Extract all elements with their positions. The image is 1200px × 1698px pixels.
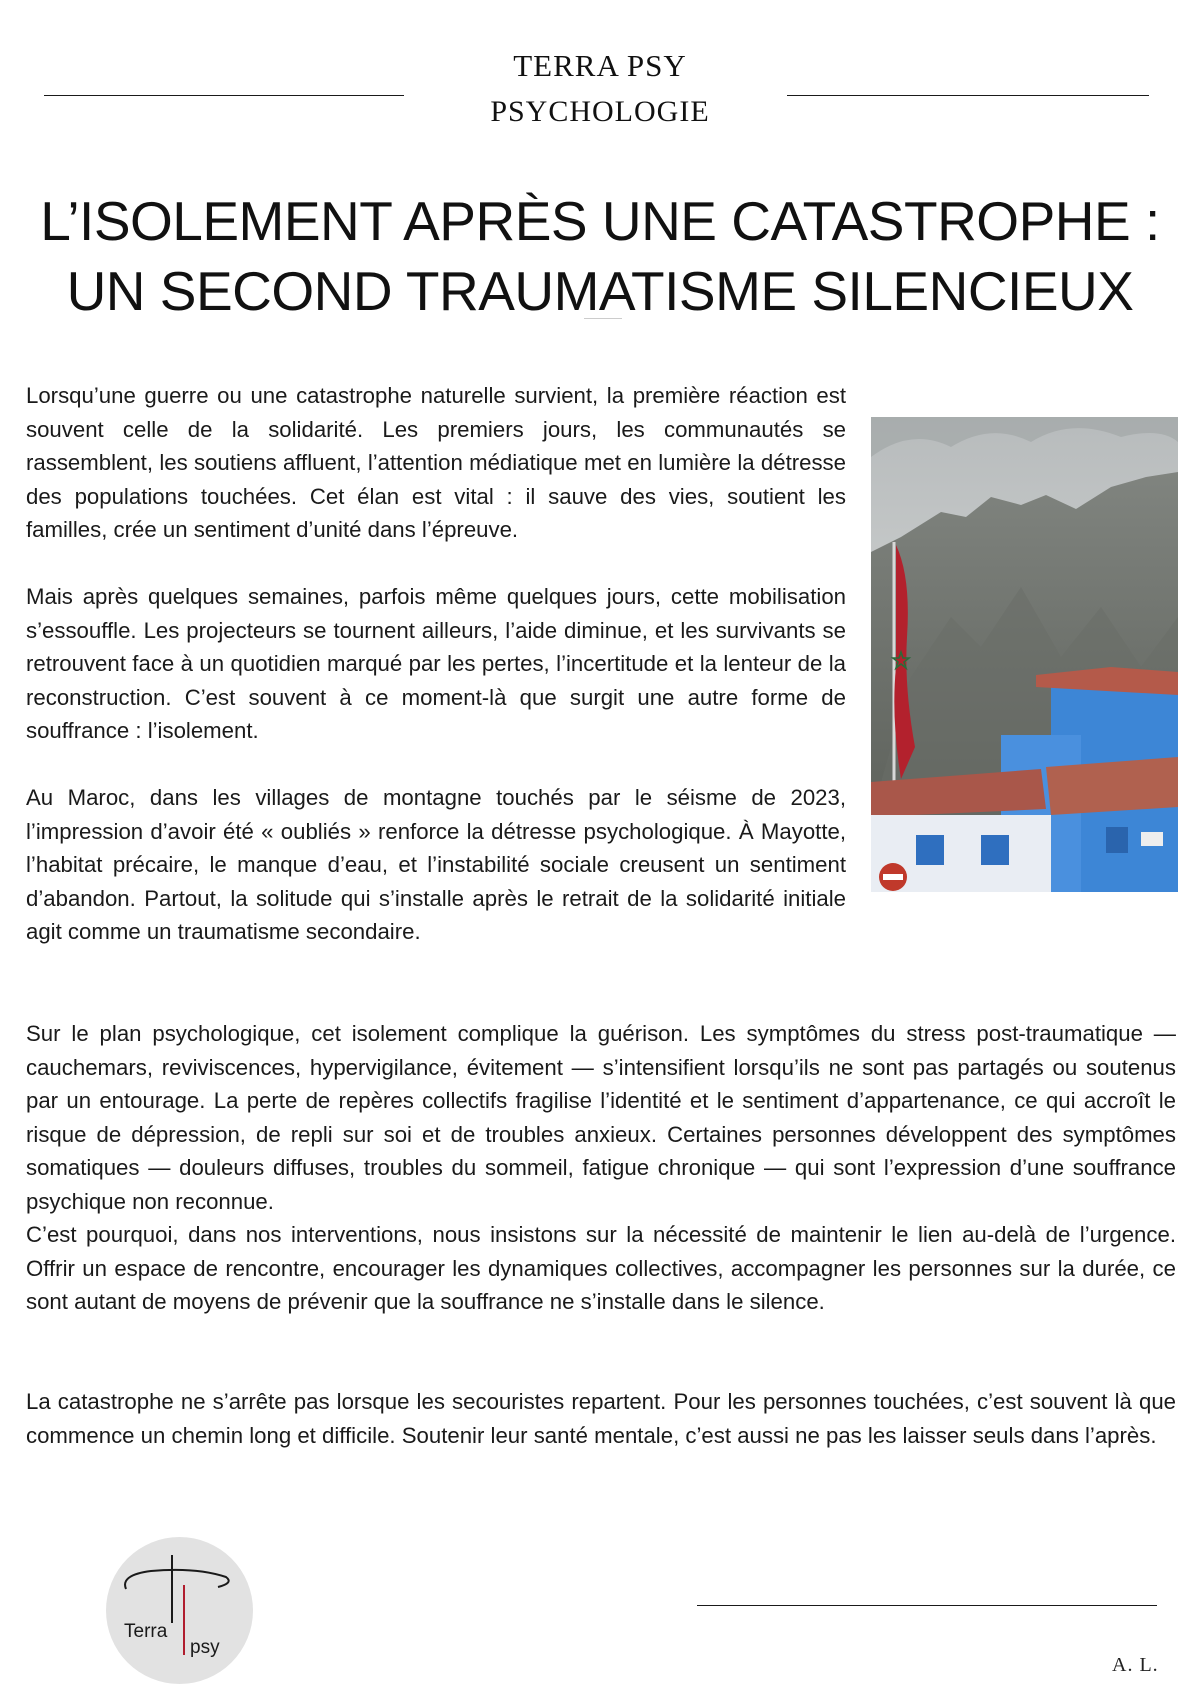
logo-word-psy: psy [190,1637,220,1658]
page-title [0,186,1200,326]
window-2 [981,835,1009,865]
terra-psy-logo [106,1537,253,1684]
logo-circle [106,1537,253,1684]
paragraph-2: Mais après quelques semaines, parfois même quelques jours, cette mobilisation s’essouffle. Les projecteurs se tournent ailleurs, l’aide diminue, et les survivants se retrouvent face à un quotidien marqué par les pertes, l’incertitude et la lenteur de la reconstruction. C’est souvent à ce moment-là que surgit une autre forme de souffrance : l’isolement. [26,584,846,743]
title-divider [584,318,622,319]
paragraph-4: Sur le plan psychologique, cet isolement complique la guérison. Les symptômes du stress post-traumatique — cauchemars, reviviscences, hypervigilance, évitement — s’intensifient lorsqu’ils ne sont pas partagés ou soutenus par un entourage. La perte de repères collectifs fragilise l’identité et le sentiment d’appartenance, ce qui accroît le risque de dépression, de repli sur soi et de troubles anxieux. Certaines personnes développent des symptômes somatiques — douleurs diffuses, troubles du sommeil, fatigue chronique — qui sont l’expression d’une souffrance psychique non reconnue. [26,1021,1176,1214]
title-line-1: L’ISOLEMENT APRÈS UNE CATASTROPHE : [40,190,1160,252]
photo-illustration [871,417,1178,892]
article-photo [871,417,1178,892]
brand-name: TERRA PSY [513,48,687,83]
road-sign-bar [883,874,903,880]
ac-unit [1141,832,1163,846]
brand-subtitle: PSYCHOLOGIE [490,95,710,128]
window-3 [1106,827,1128,853]
window-1 [916,835,944,865]
logo-word-terra: Terra [124,1621,168,1642]
signature-rule [697,1605,1157,1606]
paragraph-6: La catastrophe ne s’arrête pas lorsque les secouristes repartent. Pour les personnes touchées, c’est souvent là que commence un chemin long et difficile. Soutenir leur santé mentale, c’est aussi ne pas les laisser seuls dans l’après. [26,1389,1176,1448]
roof-right [1046,757,1178,815]
paragraph-5: C’est pourquoi, dans nos interventions, nous insistons sur la nécessité de maintenir le lien au-delà de l’urgence. Offrir un espace de rencontre, encourager les dynamiques collectives, accompagner les personnes sur la durée, ce sont autant de moyens de prévenir que la souffrance ne s’installe dans le silence. [26,1222,1176,1314]
title-line-2: UN SECOND TRAUMATISME SILENCIEUX [66,260,1134,322]
paragraph-1: Lorsqu’une guerre ou une catastrophe naturelle survient, la première réaction est souvent celle de la solidarité. Les premiers jours, les communautés se rassemblent, les soutiens affluent, l’attention médiatique met en lumière la détresse des populations touchées. Cet élan est vital : il sauve des vies, soutient les familles, crée un sentiment d’unité dans l’épreuve. [26,383,846,542]
paragraph-3: Au Maroc, dans les villages de montagne touchés par le séisme de 2023, l’impression d’avoir été « oubliés » renforce la détresse psychologique. À Mayotte, l’habitat précaire, le manque d’eau, et l’instabilité sociale creusent un sentiment d’abandon. Partout, la solitude qui s’installe après le retrait de la solidarité initiale agit comme un traumatisme secondaire. [26,785,846,944]
author-initials: A. L. [1112,1654,1159,1676]
